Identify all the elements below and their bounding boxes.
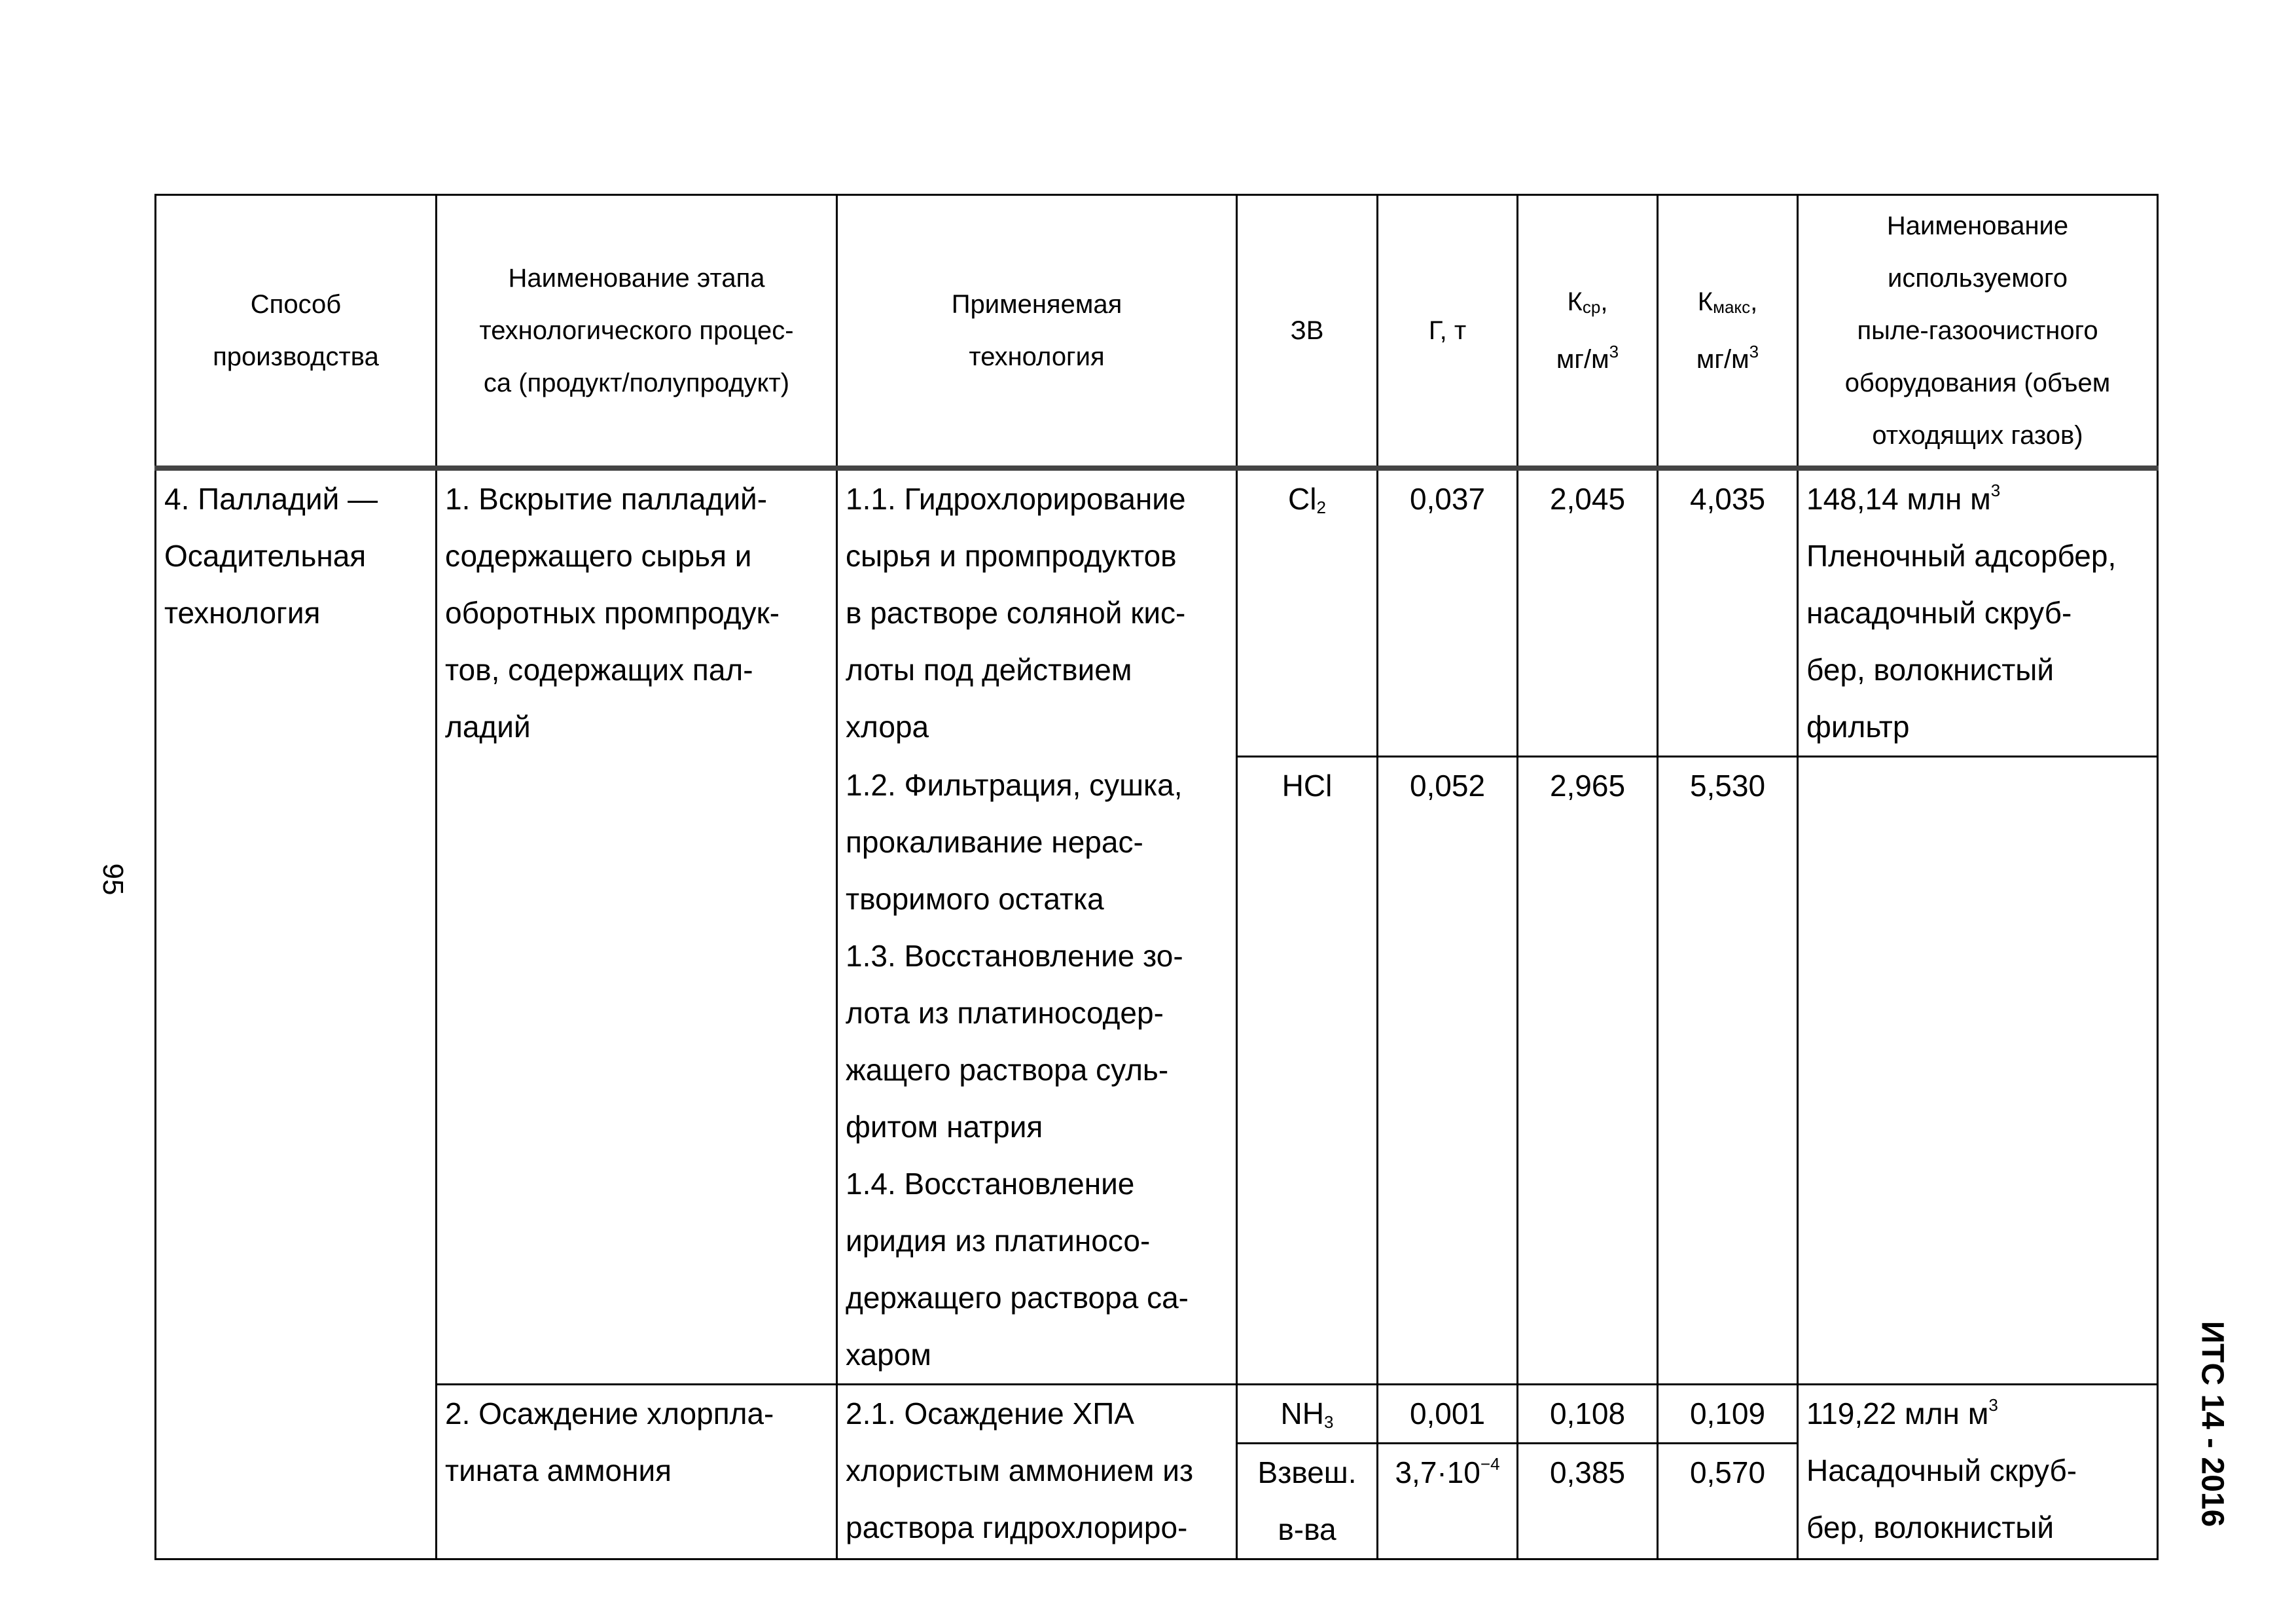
cell-cl2-g: 0,037: [1378, 468, 1518, 757]
header-k-max: Кмакс, $мг/м^3$: [1658, 195, 1798, 469]
header-pollutant: ЗВ: [1237, 195, 1378, 469]
header-stage: Наименование этапа технологического процес- са (продукт/полупродукт): [437, 195, 837, 469]
cell-hcl-kmax: 5,530: [1658, 757, 1798, 1385]
cell-tech-2-1: 2.1. Осаждение ХПА хлористым аммонием из раствора гидрохлориро-: [837, 1384, 1237, 1559]
cell-cl2-kavg: 2,045: [1518, 468, 1658, 757]
cell-cl2: $Cl_2$: [1237, 468, 1378, 757]
cell-equipment-2: 119,22 млн $м^3$ Насадочный скруб- бер, волокнистый: [1798, 1384, 2158, 1559]
row-cl2: [156, 468, 2158, 757]
cell-suspended: Взвеш. в-ва: [1237, 1443, 1378, 1559]
cell-tech-1-1: 1.1. Гидрохлорирование сырья и промпродуктов в растворе соляной кис- лоты под действием хлора: [837, 468, 1237, 757]
cell-nh3-kmax: 0,109: [1658, 1384, 1798, 1443]
cell-hcl: HCl: [1237, 757, 1378, 1385]
cell-tech-1-2-4: 1.2. Фильтрация, сушка, прокаливание нерас- творимого остатка 1.3. Восстановление зо- лота из платиносодер- жащего раствора суль- фитом натрия 1.4. Восстановление иридия из платиносо- держащего раствора са- харом: [837, 757, 1237, 1385]
cell-nh3: $NH_3$: [1237, 1384, 1378, 1443]
cell-suspended-kmax: 0,570: [1658, 1443, 1798, 1559]
row-nh3: [156, 1384, 2158, 1443]
cell-equipment-1: 148,14 млн $м^3$ Пленочный адсорбер, насадочный скруб- бер, волокнистый фильтр: [1798, 468, 2158, 757]
cell-equipment-empty: [1798, 757, 2158, 1385]
cell-suspended-kavg: 0,385: [1518, 1443, 1658, 1559]
page-number-text: 95: [97, 863, 129, 896]
cell-cl2-kmax: 4,035: [1658, 468, 1798, 757]
emissions-table: [154, 194, 2159, 1560]
header-g: Г, т: [1378, 195, 1518, 469]
header-equipment: Наименование используемого пыле-газоочистного оборудования (объем отходящих газов): [1798, 195, 2158, 469]
cell-nh3-g: 0,001: [1378, 1384, 1518, 1443]
header-row: [156, 195, 2158, 469]
cell-method: 4. Палладий — Осадительная технология: [156, 468, 437, 1559]
cell-suspended-g: $3,7\cdot 10^{-4}$: [1378, 1443, 1518, 1559]
document-code-text: ИТС 14 - 2016: [2195, 1321, 2230, 1527]
header-technology: Применяемая технология: [837, 195, 1237, 469]
header-method: Способ производства: [156, 195, 437, 469]
header-k-avg: Кср, $мг/м^3$: [1518, 195, 1658, 469]
cell-nh3-kavg: 0,108: [1518, 1384, 1658, 1443]
cell-stage2: 2. Осаждение хлорпла- тината аммония: [437, 1384, 837, 1559]
cell-stage1: 1. Вскрытие палладий- содержащего сырья и оборотных промпродук- тов, содержащих пал- ладий: [437, 468, 837, 1384]
cell-hcl-g: 0,052: [1378, 757, 1518, 1385]
cell-hcl-kavg: 2,965: [1518, 757, 1658, 1385]
